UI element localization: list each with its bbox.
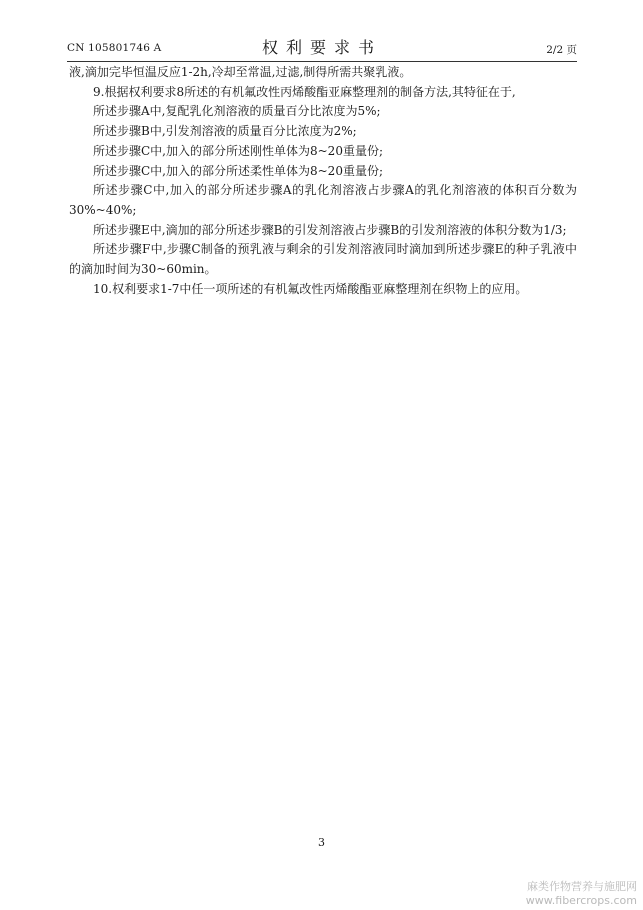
patent-number: CN 105801746 A (67, 42, 162, 54)
claim-9-step-a: 所述步骤A中,复配乳化剂溶液的质量百分比浓度为5%; (93, 104, 381, 119)
claim-9-step-e: 所述步骤E中,滴加的部分所述步骤B的引发剂溶液占步骤B的引发剂溶液的体积分数为1/3; (93, 222, 567, 237)
header-divider (67, 61, 577, 62)
claim-9-intro: 9.根据权利要求8所述的有机氟改性丙烯酸酯亚麻整理剂的制备方法,其特征在于, (93, 84, 516, 99)
page-number: 3 (318, 836, 325, 849)
claim-9-step-c-emulsifier: 所述步骤C中,加入的部分所述步骤A的乳化剂溶液占步骤A的乳化剂溶液的体积百分数为30%~40%; (69, 183, 577, 217)
site-watermark (526, 880, 637, 908)
claim-9-step-c-flexible: 所述步骤C中,加入的部分所述柔性单体为8~20重量份; (93, 163, 383, 178)
claim-10: 10.权利要求1-7中任一项所述的有机氟改性丙烯酸酯亚麻整理剂在织物上的应用。 (93, 281, 528, 296)
claim-9-step-c-rigid: 所述步骤C中,加入的部分所述刚性单体为8~20重量份; (93, 143, 383, 158)
claim-9-step-b: 所述步骤B中,引发剂溶液的质量百分比浓度为2%; (93, 124, 357, 139)
watermark-site-name: 麻类作物营养与施肥网 (527, 880, 637, 893)
page-header (67, 33, 577, 59)
watermark-site-url: www.fibercrops.com (525, 894, 637, 907)
claims-body (69, 63, 577, 299)
claim-9-step-f: 所述步骤F中,步骤C制备的预乳液与剩余的引发剂溶液同时滴加到所述步骤E的种子乳液中的滴加时间为30~60min。 (69, 242, 577, 277)
page-indicator: 2/2 页 (546, 44, 577, 56)
claim-continuation: 液,滴加完毕恒温反应1-2h,冷却至常温,过滤,制得所需共聚乳液。 (69, 65, 412, 79)
document-title: 权利要求书 (261, 38, 382, 57)
